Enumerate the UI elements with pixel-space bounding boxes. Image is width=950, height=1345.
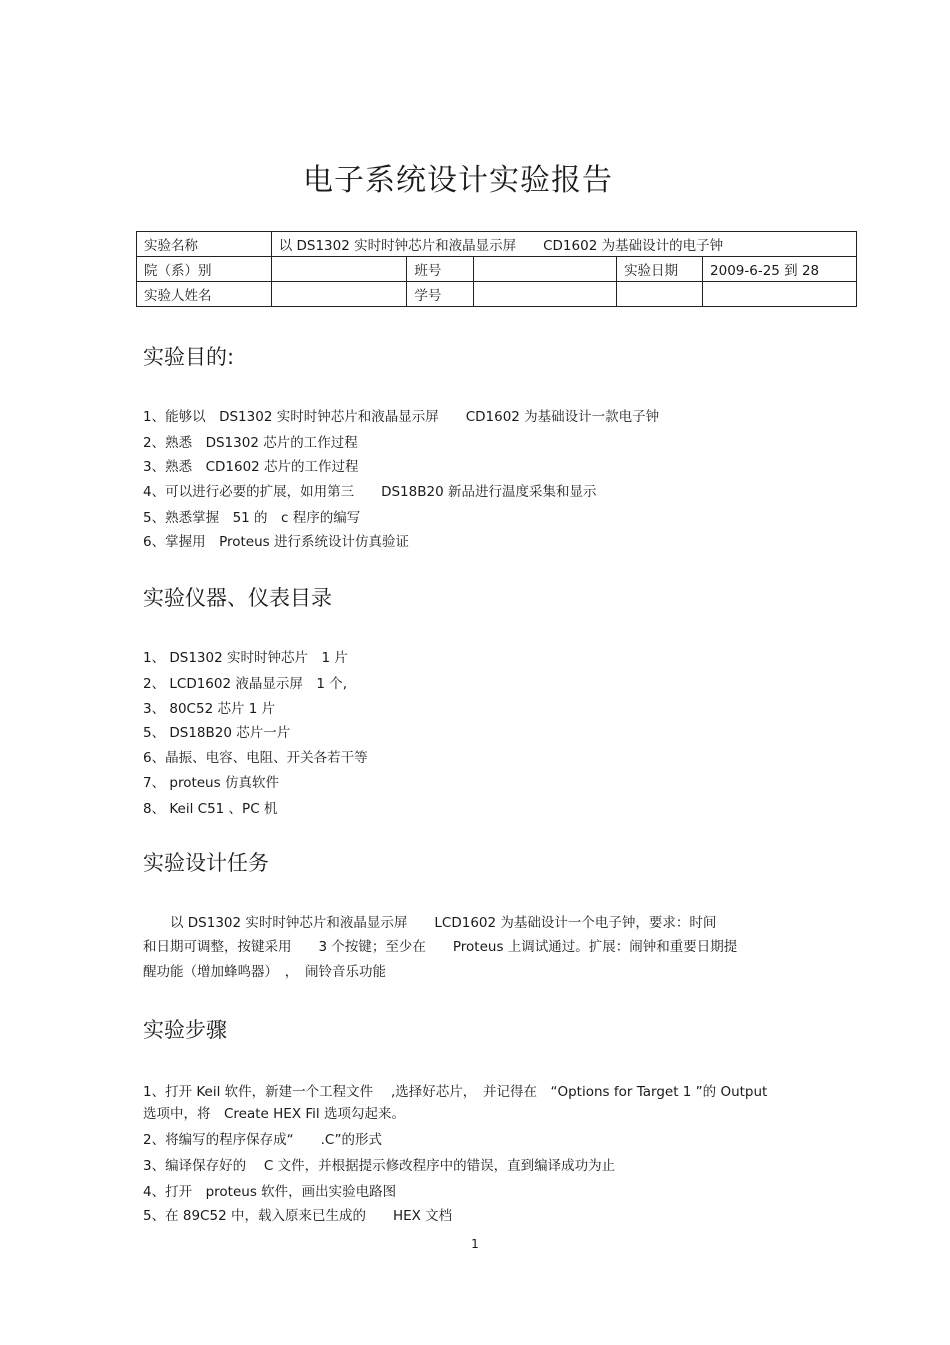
paragraph-line: 以 DS1302 实时时钟芯片和液晶显示屏 LCD1602 为基础设计一个电子钟，要求：时间 [143, 915, 717, 931]
table-row [137, 282, 857, 307]
cell-date-label: 实验日期 [617, 257, 703, 282]
list-item: 选项中，将 Create HEX Fil 选项勾起来。 [143, 1106, 405, 1122]
cell-experiment-name-value: 以 DS1302 实时时钟芯片和液晶显示屏 CD1602 为基础设计的电子钟 [271, 232, 856, 257]
list-item: 1、能够以 DS1302 实时时钟芯片和液晶显示屏 CD1602 为基础设计一款电子钟 [143, 409, 660, 425]
cell-name-label: 实验人姓名 [137, 282, 272, 307]
cell-date-value: 2009-6-25 到 28 [703, 257, 857, 282]
list-item: 6、晶振、电容、电阻、开关各若干等 [143, 750, 368, 766]
paragraph-line: 醒功能（增加蜂鸣器） ， 闹铃音乐功能 [143, 964, 386, 980]
document-title: 电子系统设计实验报告 [303, 163, 613, 198]
cell-department-value [271, 257, 407, 282]
paragraph-line: 和日期可调整，按键采用 3 个按键；至少在 Proteus 上调试通过。扩展：闹钟和重要日期提 [143, 939, 738, 955]
cell-student-id-value [474, 282, 617, 307]
table-row [137, 232, 857, 257]
cell-class-value [474, 257, 617, 282]
list-item: 4、可以进行必要的扩展，如用第三 DS18B20 新品进行温度采集和显示 [143, 484, 597, 500]
table-row [137, 257, 857, 282]
cell-empty [617, 282, 703, 307]
list-item: 2、将编写的程序保存成“ .C”的形式 [143, 1132, 383, 1148]
list-item: 2、熟悉 DS1302 芯片的工作过程 [143, 435, 358, 451]
cell-class-label: 班号 [407, 257, 474, 282]
section-heading-steps: 实验步骤 [143, 1018, 227, 1042]
list-item: 3、熟悉 CD1602 芯片的工作过程 [143, 459, 359, 475]
list-item: 8、 Keil C51 、PC 机 [143, 801, 278, 817]
list-item: 5、 DS18B20 芯片一片 [143, 725, 291, 741]
experiment-info-table [136, 231, 857, 307]
list-item: 3、 80C52 芯片 1 片 [143, 701, 276, 717]
cell-department-label: 院（系）别 [137, 257, 272, 282]
list-item: 5、在 89C52 中，载入原来已生成的 HEX 文档 [143, 1208, 453, 1224]
list-item: 4、打开 proteus 软件，画出实验电路图 [143, 1184, 397, 1200]
list-item: 3、编译保存好的 C 文件，并根据提示修改程序中的错误，直到编译成功为止 [143, 1158, 616, 1174]
list-item: 1、打开 Keil 软件，新建一个工程文件 ,选择好芯片， 并记得在 “Options for Target 1 ”的 Output [143, 1084, 768, 1100]
list-item: 1、 DS1302 实时时钟芯片 1 片 [143, 650, 348, 666]
list-item: 7、 proteus 仿真软件 [143, 775, 279, 791]
page-number: 1 [471, 1237, 479, 1251]
section-heading-instruments: 实验仪器、仪表目录 [143, 586, 332, 610]
cell-experiment-name-label: 实验名称 [137, 232, 272, 257]
cell-empty [703, 282, 857, 307]
list-item: 5、熟悉掌握 51 的 c 程序的编写 [143, 510, 361, 526]
list-item: 6、掌握用 Proteus 进行系统设计仿真验证 [143, 534, 409, 550]
section-heading-purpose: 实验目的: [143, 345, 235, 369]
cell-name-value [271, 282, 407, 307]
section-heading-task: 实验设计任务 [143, 851, 269, 875]
list-item: 2、 LCD1602 液晶显示屏 1 个, [143, 676, 348, 692]
cell-student-id-label: 学号 [407, 282, 474, 307]
